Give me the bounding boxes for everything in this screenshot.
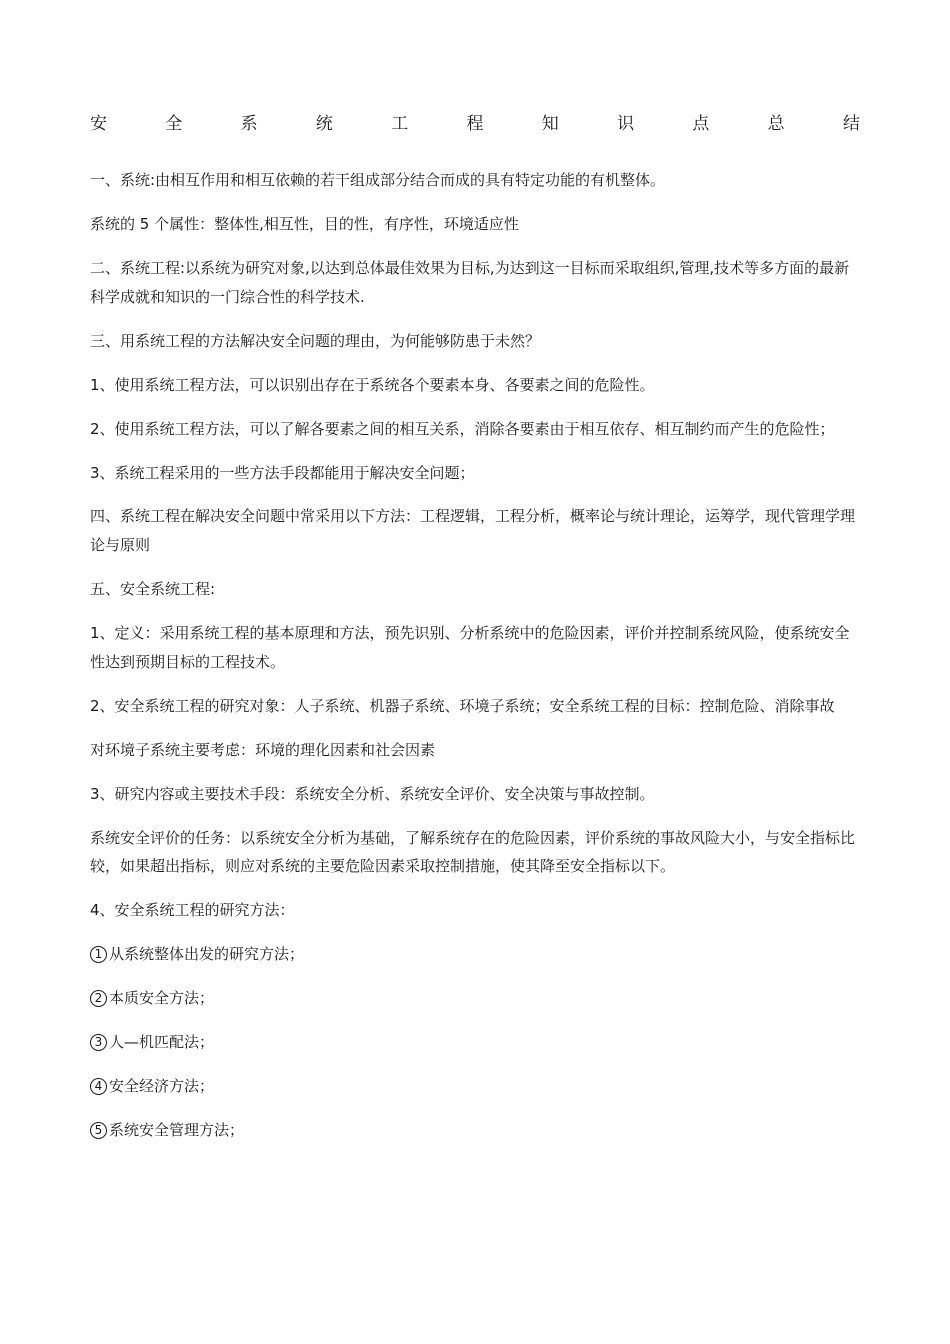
paragraph: 3、系统工程采用的一些方法手段都能用于解决安全问题； bbox=[90, 463, 475, 482]
paragraph: 三、用系统工程的方法解决安全问题的理由，为何能够防患于未然？ bbox=[90, 331, 541, 350]
circled-number: 3 bbox=[90, 1034, 107, 1051]
paragraph: 五、安全系统工程: bbox=[90, 580, 216, 599]
paragraph: 四、系统工程在解决安全问题中常采用以下方法：工程逻辑，工程分析，概率论与统计理论，运筹学，现代管理学理论与原则 bbox=[90, 507, 856, 555]
paragraph: 2、安全系统工程的研究对象：人子系统、机器子系统、环境子系统；安全系统工程的目标：控制危险、消除事故 bbox=[90, 696, 835, 715]
method-text: 安全经济方法； bbox=[109, 1077, 215, 1096]
paragraph: 2、使用系统工程方法，可以了解各要素之间的相互关系，消除各要素由于相互依存、相互制约而产生的危险性； bbox=[90, 419, 835, 438]
method-item bbox=[90, 1072, 860, 1101]
title-char: 知 bbox=[541, 114, 559, 134]
title-char: 程 bbox=[466, 114, 484, 134]
method-text: 从系统整体出发的研究方法； bbox=[109, 945, 305, 964]
title-char: 统 bbox=[315, 114, 333, 134]
title-char: 结 bbox=[842, 114, 860, 134]
method-item bbox=[90, 940, 860, 969]
title-char: 安 bbox=[90, 114, 107, 134]
method-text: 人—机匹配法； bbox=[109, 1033, 215, 1052]
paragraph: 1、使用系统工程方法，可以识别出存在于系统各个要素本身、各要素之间的危险性。 bbox=[90, 375, 655, 394]
method-item bbox=[90, 984, 860, 1013]
paragraph: 1、定义：采用系统工程的基本原理和方法，预先识别、分析系统中的危险因素，评价并控制系统风险，使系统安全性达到预期目标的工程技术。 bbox=[90, 624, 850, 671]
method-text: 系统安全管理方法； bbox=[109, 1121, 245, 1140]
paragraph: 一、系统:由相互作用和相互依赖的若干组成部分结合而成的具有特定功能的有机整体。 bbox=[90, 171, 666, 189]
paragraph: 3、研究内容或主要技术手段：系统安全分析、系统安全评价、安全决策与事故控制。 bbox=[90, 784, 655, 803]
paragraph: 系统安全评价的任务：以系统安全分析为基础，了解系统存在的危险因素，评价系统的事故风险大小，与安全指标比较，如果超出指标，则应对系统的主要危险因素采取控制措施，使其降至安全指标以下。 bbox=[90, 828, 856, 876]
method-text: 本质安全方法； bbox=[109, 989, 215, 1008]
circled-number: 2 bbox=[90, 990, 107, 1007]
title-char: 总 bbox=[767, 114, 785, 134]
paragraph: 系统的 5 个属性：整体性,相互性，目的性，有序性，环境适应性 bbox=[90, 214, 519, 233]
paragraph: 二、系统工程:以系统为研究对象,以达到总体最佳效果为目标,为达到这一目标而采取组织,管理,技术等多方面的最新科学成就和知识的一门综合性的科学技术. bbox=[90, 258, 850, 306]
title-char: 全 bbox=[165, 114, 183, 134]
paragraph: 4、安全系统工程的研究方法： bbox=[90, 901, 295, 920]
document-title bbox=[90, 110, 860, 138]
title-char: 点 bbox=[692, 114, 710, 134]
paragraph: 对环境子系统主要考虑：环境的理化因素和社会因素 bbox=[90, 740, 436, 759]
circled-number: 1 bbox=[90, 946, 107, 963]
title-char: 识 bbox=[617, 114, 635, 134]
title-char: 系 bbox=[240, 114, 258, 134]
document-body bbox=[90, 166, 860, 1160]
method-item bbox=[90, 1116, 860, 1145]
circled-number: 4 bbox=[90, 1078, 107, 1095]
method-item bbox=[90, 1028, 860, 1057]
circled-number: 5 bbox=[90, 1122, 107, 1139]
title-char: 工 bbox=[391, 114, 409, 134]
